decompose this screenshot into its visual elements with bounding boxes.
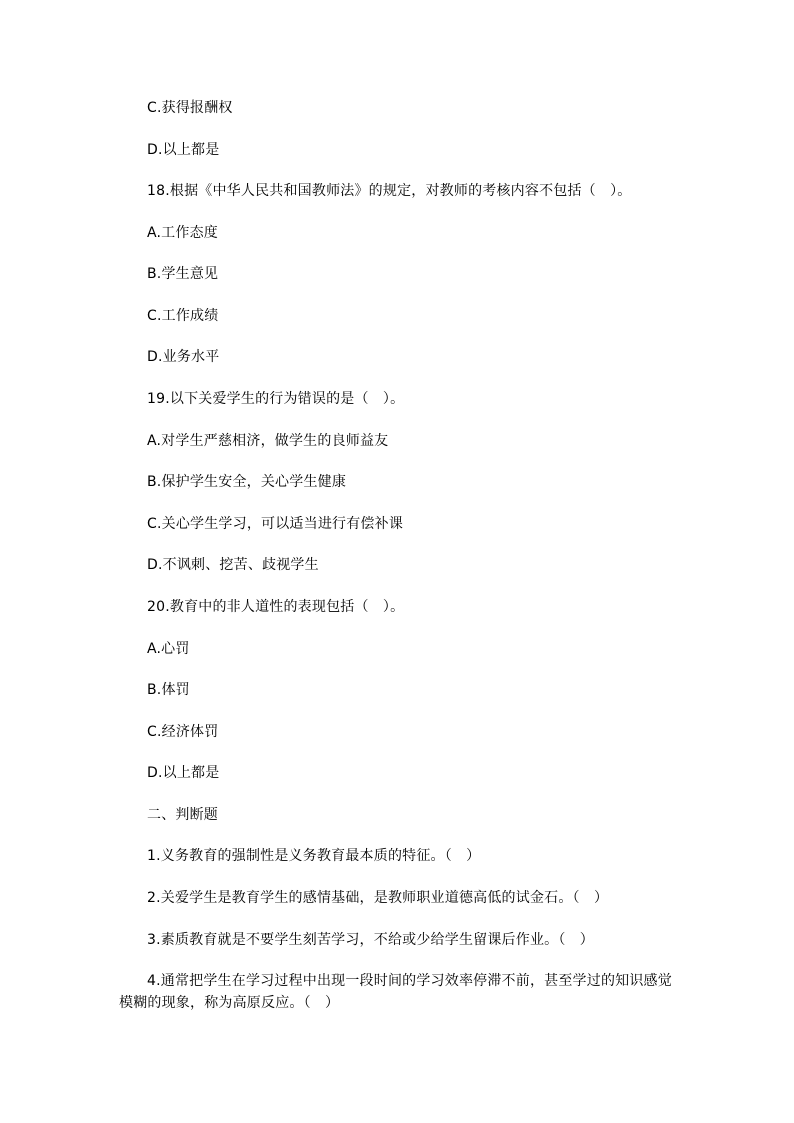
option-c-q19: C.关心学生学习，可以适当进行有偿补课 [147,516,404,532]
section-heading-judgement: 二、判断题 [147,807,218,823]
option-b-q18: B.学生意见 [147,266,219,282]
option-a-q19: A.对学生严慈相济，做学生的良师益友 [147,433,389,449]
option-c-q17: C.获得报酬权 [147,100,233,116]
question-19: 19.以下关爱学生的行为错误的是（ ）。 [147,391,405,407]
question-20: 20.教育中的非人道性的表现包括（ ）。 [147,599,405,615]
option-b-q19: B.保护学生安全，关心学生健康 [147,474,347,490]
option-c-q18: C.工作成绩 [147,308,219,324]
option-d-q19: D.不讽刺、挖苦、歧视学生 [147,557,319,573]
judgement-2: 2.关爱学生是教育学生的感情基础，是教师职业道德高低的试金石。（ ） [147,890,609,906]
judgement-3: 3.素质教育就是不要学生刻苦学习，不给或少给学生留课后作业。（ ） [147,932,594,948]
judgement-1: 1.义务教育的强制性是义务教育最本质的特征。（ ） [147,848,481,864]
judgement-4: 4.通常把学生在学习过程中出现一段时间的学习效率停滞不前，甚至学过的知识感觉模糊的现象，称为高原反应。（ ） [119,973,672,1011]
option-d-q17: D.以上都是 [147,142,220,158]
question-18: 18.根据《中华人民共和国教师法》的规定，对教师的考核内容不包括（ ）。 [147,183,632,199]
option-c-q20: C.经济体罚 [147,724,219,740]
option-a-q20: A.心罚 [147,641,190,657]
option-a-q18: A.工作态度 [147,225,218,241]
option-d-q18: D.业务水平 [147,349,220,365]
option-b-q20: B.体罚 [147,682,190,698]
option-d-q20: D.以上都是 [147,765,220,781]
